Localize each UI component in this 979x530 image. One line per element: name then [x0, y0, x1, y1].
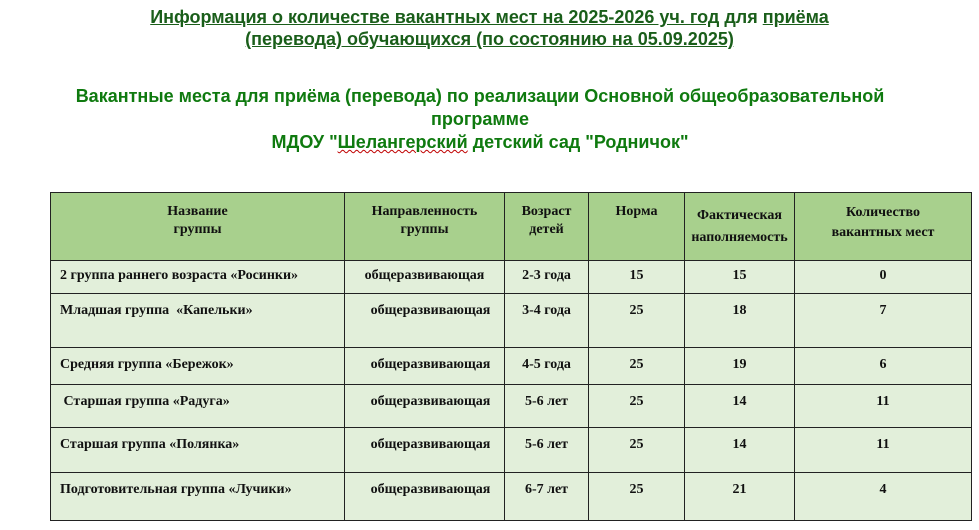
table-header-row	[51, 193, 972, 261]
title-part-2: для	[719, 7, 763, 27]
header-age	[505, 193, 589, 261]
header-name-line-2: группы	[173, 222, 222, 237]
title-line-2: (перевода) обучающихся (по состоянию на 05.09.2025)	[245, 29, 734, 49]
cell-vacant: 4	[795, 473, 972, 521]
header-name-line-1: Название	[167, 204, 228, 219]
title-line-1	[0, 6, 979, 28]
title-part-3: приёма	[762, 7, 829, 27]
table-row	[51, 473, 972, 521]
cell-direction: общеразвивающая	[345, 348, 505, 385]
subtitle-line-3-c: детский сад "Родничок"	[467, 132, 689, 152]
header-actual	[685, 193, 795, 261]
header-norm-text: Норма	[615, 204, 658, 219]
cell-age: 5-6 лет	[505, 428, 589, 473]
cell-age: 5-6 лет	[505, 385, 589, 428]
subtitle-line-3-a: МДОУ "	[271, 132, 338, 152]
header-vacant-line-1: Количество	[845, 205, 921, 220]
header-group-name	[51, 193, 345, 261]
subtitle-line-3	[0, 131, 960, 154]
cell-vacant: 7	[795, 294, 972, 348]
cell-actual: 14	[685, 428, 795, 473]
table-row	[51, 294, 972, 348]
header-direction	[345, 193, 505, 261]
cell-group-name: Младшая группа «Капельки»	[51, 294, 345, 348]
header-age-line-1: Возраст	[521, 204, 572, 219]
cell-direction: общеразвивающая	[345, 261, 505, 294]
cell-group-name: Подготовительная группа «Лучики»	[51, 473, 345, 521]
cell-norm: 25	[589, 385, 685, 428]
cell-vacant: 11	[795, 428, 972, 473]
cell-direction: общеразвивающая	[345, 294, 505, 348]
cell-actual: 19	[685, 348, 795, 385]
cell-direction: общеразвивающая	[345, 473, 505, 521]
cell-vacant: 0	[795, 261, 972, 294]
cell-actual: 21	[685, 473, 795, 521]
cell-vacant: 6	[795, 348, 972, 385]
cell-direction: общеразвивающая	[345, 385, 505, 428]
header-norm	[589, 193, 685, 261]
cell-actual: 15	[685, 261, 795, 294]
cell-actual: 18	[685, 294, 795, 348]
cell-group-name: Старшая группа «Радуга»	[51, 385, 345, 428]
cell-norm: 25	[589, 473, 685, 521]
cell-age: 4-5 года	[505, 348, 589, 385]
title-part-1: Информация о количестве вакантных мест на 2025-2026 уч. год	[150, 7, 720, 27]
cell-norm: 25	[589, 428, 685, 473]
cell-vacant: 11	[795, 385, 972, 428]
header-dir-line-2: группы	[400, 222, 449, 237]
header-age-line-2: детей	[529, 222, 564, 237]
cell-age: 3-4 года	[505, 294, 589, 348]
subtitle	[0, 85, 960, 154]
header-actual-line-2: наполняемость	[691, 230, 788, 245]
table-row	[51, 261, 972, 294]
cell-direction: общеразвивающая	[345, 428, 505, 473]
subtitle-line-1: Вакантные места для приёма (перевода) по реализации Основной общеобразовательной	[75, 86, 885, 106]
cell-age: 2-3 года	[505, 261, 589, 294]
table-row	[51, 348, 972, 385]
vacancies-table	[50, 192, 972, 521]
subtitle-line-3-b: Шелангерский	[337, 132, 468, 152]
subtitle-line-2: программе	[430, 109, 529, 129]
header-vacant	[795, 193, 972, 261]
cell-norm: 25	[589, 294, 685, 348]
cell-age: 6-7 лет	[505, 473, 589, 521]
page-title	[0, 6, 979, 50]
cell-group-name: Средняя группа «Бережок»	[51, 348, 345, 385]
cell-norm: 15	[589, 261, 685, 294]
table-row	[51, 385, 972, 428]
header-actual-line-1: Фактическая	[697, 208, 782, 223]
cell-norm: 25	[589, 348, 685, 385]
header-vacant-line-2: вакантных мест	[831, 225, 935, 240]
cell-group-name: 2 группа раннего возраста «Росинки»	[51, 261, 345, 294]
header-dir-line-1: Направленность	[371, 204, 478, 219]
cell-group-name: Старшая группа «Полянка»	[51, 428, 345, 473]
cell-actual: 14	[685, 385, 795, 428]
table-row	[51, 428, 972, 473]
